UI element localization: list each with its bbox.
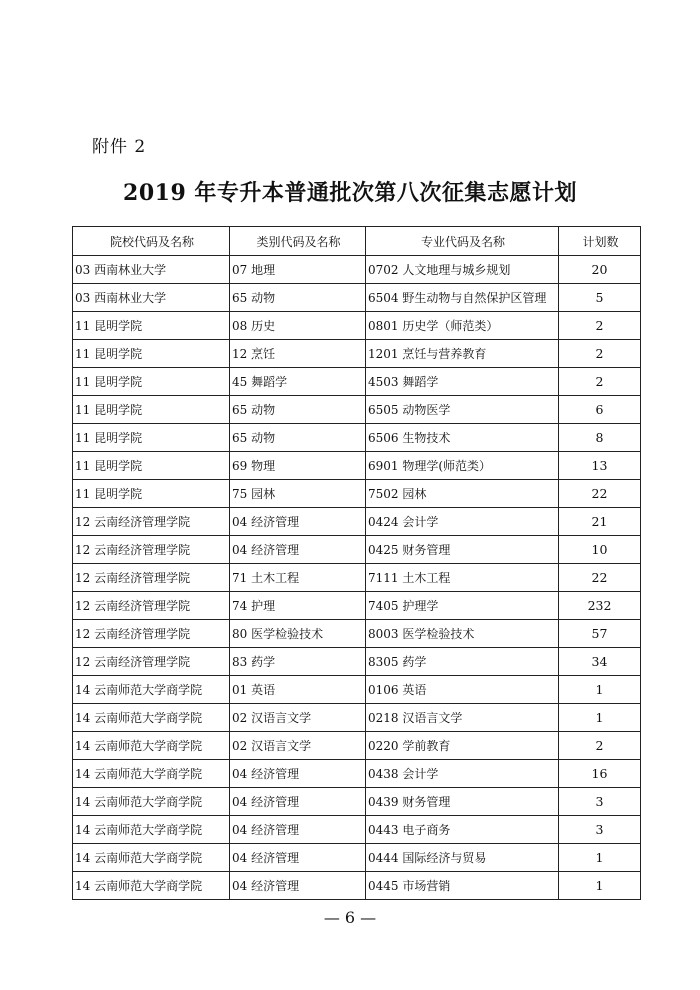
table-row: [73, 312, 641, 340]
table-row: [73, 340, 641, 368]
major-cell: 8305 药学: [366, 648, 559, 676]
plan-count-cell: 3: [559, 816, 641, 844]
table-row: [73, 620, 641, 648]
category-cell: 01 英语: [230, 676, 366, 704]
school-cell: 03 西南林业大学: [73, 256, 230, 284]
table-row: [73, 284, 641, 312]
major-cell: 0218 汉语言文学: [366, 704, 559, 732]
school-cell: 12 云南经济管理学院: [73, 592, 230, 620]
major-cell: 0106 英语: [366, 676, 559, 704]
major-cell: 7502 园林: [366, 480, 559, 508]
school-cell: 12 云南经济管理学院: [73, 508, 230, 536]
table-row: [73, 704, 641, 732]
major-cell: 7405 护理学: [366, 592, 559, 620]
plan-count-cell: 22: [559, 480, 641, 508]
school-cell: 11 昆明学院: [73, 340, 230, 368]
header-plan-count: 计划数: [559, 227, 641, 256]
major-cell: 0702 人文地理与城乡规划: [366, 256, 559, 284]
plan-count-cell: 13: [559, 452, 641, 480]
table-row: [73, 536, 641, 564]
plan-count-cell: 5: [559, 284, 641, 312]
major-cell: 6505 动物医学: [366, 396, 559, 424]
category-cell: 08 历史: [230, 312, 366, 340]
plan-count-cell: 1: [559, 872, 641, 900]
table-body: [73, 256, 641, 900]
major-cell: 8003 医学检验技术: [366, 620, 559, 648]
category-cell: 02 汉语言文学: [230, 732, 366, 760]
table-row: [73, 816, 641, 844]
school-cell: 14 云南师范大学商学院: [73, 816, 230, 844]
school-cell: 12 云南经济管理学院: [73, 564, 230, 592]
category-cell: 04 经济管理: [230, 872, 366, 900]
category-cell: 75 园林: [230, 480, 366, 508]
table-row: [73, 396, 641, 424]
plan-count-cell: 6: [559, 396, 641, 424]
school-cell: 14 云南师范大学商学院: [73, 872, 230, 900]
table-row: [73, 676, 641, 704]
enrollment-plan-table: [72, 226, 641, 900]
category-cell: 07 地理: [230, 256, 366, 284]
table-row: [73, 872, 641, 900]
school-cell: 14 云南师范大学商学院: [73, 732, 230, 760]
category-cell: 04 经济管理: [230, 536, 366, 564]
plan-count-cell: 1: [559, 704, 641, 732]
category-cell: 04 经济管理: [230, 788, 366, 816]
table-row: [73, 564, 641, 592]
plan-count-cell: 10: [559, 536, 641, 564]
major-cell: 7111 土木工程: [366, 564, 559, 592]
table-row: [73, 452, 641, 480]
table-row: [73, 648, 641, 676]
major-cell: 0801 历史学（师范类）: [366, 312, 559, 340]
category-cell: 71 土木工程: [230, 564, 366, 592]
plan-count-cell: 1: [559, 676, 641, 704]
category-cell: 65 动物: [230, 396, 366, 424]
category-cell: 04 经济管理: [230, 508, 366, 536]
category-cell: 69 物理: [230, 452, 366, 480]
document-title: 2019 年专升本普通批次第八次征集志愿计划: [123, 180, 577, 206]
category-cell: 04 经济管理: [230, 844, 366, 872]
plan-count-cell: 2: [559, 340, 641, 368]
school-cell: 11 昆明学院: [73, 424, 230, 452]
school-cell: 11 昆明学院: [73, 396, 230, 424]
school-cell: 11 昆明学院: [73, 480, 230, 508]
plan-count-cell: 8: [559, 424, 641, 452]
plan-count-cell: 232: [559, 592, 641, 620]
table-row: [73, 368, 641, 396]
major-cell: 0445 市场营销: [366, 872, 559, 900]
table-row: [73, 732, 641, 760]
category-cell: 80 医学检验技术: [230, 620, 366, 648]
school-cell: 14 云南师范大学商学院: [73, 704, 230, 732]
major-cell: 6506 生物技术: [366, 424, 559, 452]
attachment-label: 附件 2: [92, 137, 147, 157]
major-cell: 1201 烹饪与营养教育: [366, 340, 559, 368]
table-row: [73, 788, 641, 816]
school-cell: 14 云南师范大学商学院: [73, 676, 230, 704]
plan-count-cell: 22: [559, 564, 641, 592]
category-cell: 04 经济管理: [230, 760, 366, 788]
major-cell: 0424 会计学: [366, 508, 559, 536]
category-cell: 65 动物: [230, 424, 366, 452]
plan-count-cell: 2: [559, 732, 641, 760]
plan-count-cell: 1: [559, 844, 641, 872]
major-cell: 6504 野生动物与自然保护区管理: [366, 284, 559, 312]
school-cell: 14 云南师范大学商学院: [73, 788, 230, 816]
header-category: 类别代码及名称: [230, 227, 366, 256]
table-header-row: [73, 227, 641, 256]
plan-count-cell: 57: [559, 620, 641, 648]
major-cell: 0425 财务管理: [366, 536, 559, 564]
major-cell: 0439 财务管理: [366, 788, 559, 816]
school-cell: 11 昆明学院: [73, 312, 230, 340]
school-cell: 12 云南经济管理学院: [73, 648, 230, 676]
major-cell: 0438 会计学: [366, 760, 559, 788]
school-cell: 14 云南师范大学商学院: [73, 760, 230, 788]
table-row: [73, 256, 641, 284]
school-cell: 14 云南师范大学商学院: [73, 844, 230, 872]
category-cell: 12 烹饪: [230, 340, 366, 368]
category-cell: 83 药学: [230, 648, 366, 676]
major-cell: 0444 国际经济与贸易: [366, 844, 559, 872]
page-number: — 6 —: [323, 908, 377, 927]
plan-count-cell: 2: [559, 368, 641, 396]
category-cell: 45 舞蹈学: [230, 368, 366, 396]
major-cell: 6901 物理学(师范类）: [366, 452, 559, 480]
plan-count-cell: 20: [559, 256, 641, 284]
school-cell: 03 西南林业大学: [73, 284, 230, 312]
plan-count-cell: 34: [559, 648, 641, 676]
school-cell: 11 昆明学院: [73, 368, 230, 396]
table-row: [73, 844, 641, 872]
category-cell: 02 汉语言文学: [230, 704, 366, 732]
table-row: [73, 424, 641, 452]
plan-count-cell: 16: [559, 760, 641, 788]
table-row: [73, 508, 641, 536]
category-cell: 04 经济管理: [230, 816, 366, 844]
category-cell: 74 护理: [230, 592, 366, 620]
plan-count-cell: 21: [559, 508, 641, 536]
table-row: [73, 480, 641, 508]
plan-count-cell: 3: [559, 788, 641, 816]
major-cell: 0443 电子商务: [366, 816, 559, 844]
school-cell: 11 昆明学院: [73, 452, 230, 480]
plan-count-cell: 2: [559, 312, 641, 340]
table-row: [73, 760, 641, 788]
category-cell: 65 动物: [230, 284, 366, 312]
school-cell: 12 云南经济管理学院: [73, 536, 230, 564]
header-major: 专业代码及名称: [366, 227, 559, 256]
school-cell: 12 云南经济管理学院: [73, 620, 230, 648]
table-row: [73, 592, 641, 620]
major-cell: 4503 舞蹈学: [366, 368, 559, 396]
header-school: 院校代码及名称: [73, 227, 230, 256]
major-cell: 0220 学前教育: [366, 732, 559, 760]
